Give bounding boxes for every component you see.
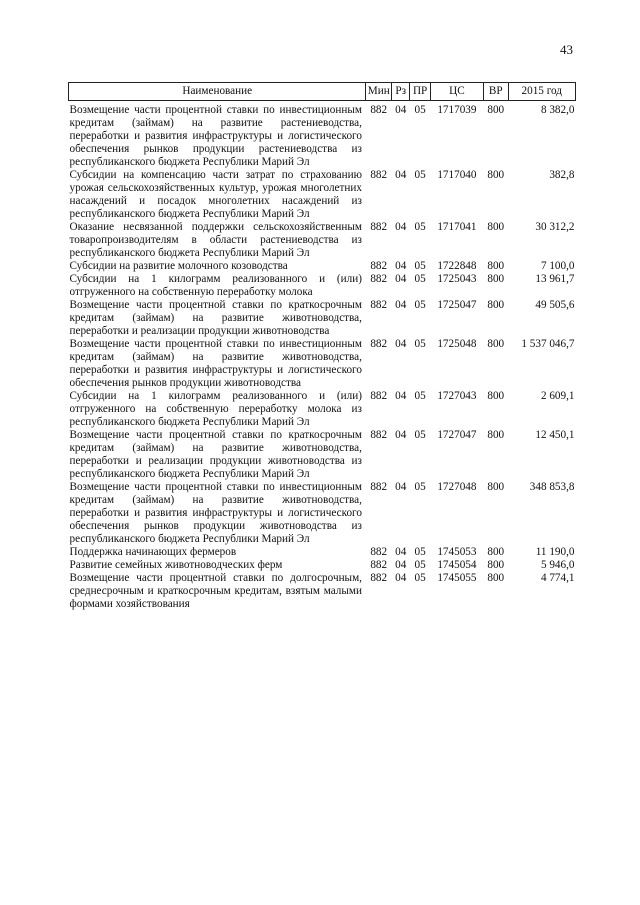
table-row: [69, 221, 576, 260]
cell-amount: 1 537 046,7: [521, 338, 575, 350]
cell-pr: 05: [414, 104, 426, 116]
cell-min: 882: [370, 273, 388, 285]
cell-name: Возмещение части процентной ставки по инвестиционным кредитам (займам) на развитие растениеводства, переработки и развития инфраструктуры и логистического обеспечения рынков продукции растениеводства из республиканского бюджета Республики Марий Эл: [69, 104, 362, 168]
cell-rz: 04: [395, 572, 407, 584]
cell-vr: 800: [487, 546, 505, 558]
cell-name: Возмещение части процентной ставки по краткосрочным кредитам (займам) на развитие животноводства, переработки и реализации продукции животноводства: [69, 299, 362, 337]
cell-amount: 7 100,0: [540, 260, 575, 272]
table-header-row: [69, 83, 576, 101]
cell-vr: 800: [487, 390, 505, 402]
cell-vr: 800: [487, 273, 505, 285]
cell-vr: 800: [487, 221, 505, 233]
cell-min: 882: [370, 260, 388, 272]
cell-cs: 1745053: [437, 546, 477, 558]
cell-rz: 04: [395, 221, 407, 233]
cell-cs: 1727043: [437, 390, 477, 402]
cell-name: Оказание несвязанной поддержки сельскохозяйственным товаропроизводителям в области растениеводства из республиканского бюджета Республики Марий Эл: [69, 221, 362, 259]
cell-vr: 800: [487, 260, 505, 272]
cell-min: 882: [370, 338, 388, 350]
cell-name: Поддержка начинающих фермеров: [69, 546, 237, 558]
table-row: [69, 260, 576, 273]
cell-pr: 05: [414, 572, 426, 584]
cell-rz: 04: [395, 260, 407, 272]
table-body: [69, 101, 576, 612]
cell-min: 882: [370, 481, 388, 493]
cell-name: Субсидии на компенсацию части затрат по страхованию урожая сельскохозяйственных культур, урожая многолетних насаждений и посадок многолетних насаждений из республиканского бюджета Республики Марий Эл: [69, 169, 362, 220]
page-number: 43: [560, 42, 573, 57]
cell-amount: 13 961,7: [535, 273, 575, 285]
cell-cs: 1745055: [437, 572, 477, 584]
cell-rz: 04: [395, 338, 407, 350]
cell-rz: 04: [395, 273, 407, 285]
cell-amount: 11 190,0: [535, 546, 575, 558]
cell-name: Возмещение части процентной ставки по краткосрочным кредитам (займам) на развитие животноводства, переработки и реализации продукции животноводства из республиканского бюджета Республики Марий Эл: [69, 429, 362, 480]
table-row: [69, 101, 576, 170]
cell-name: Субсидии на 1 килограмм реализованного и (или) отгруженного на собственную переработку молока из республиканского бюджета Республики Марий Эл: [69, 390, 362, 428]
cell-vr: 800: [487, 338, 505, 350]
cell-amount: 30 312,2: [535, 221, 575, 233]
cell-pr: 05: [414, 169, 426, 181]
cell-amount: 4 774,1: [540, 572, 575, 584]
cell-name: Субсидии на развитие молочного козоводства: [69, 260, 288, 272]
cell-amount: 8 382,0: [540, 104, 575, 116]
cell-min: 882: [370, 169, 388, 181]
header-pr: ПР: [410, 83, 430, 101]
cell-cs: 1725048: [437, 338, 477, 350]
header-name: Наименование: [69, 83, 366, 101]
cell-name: Возмещение части процентной ставки по долгосрочным, среднесрочным и краткосрочным кредитам, взятым малыми формами хозяйствования: [69, 572, 362, 610]
cell-name: Возмещение части процентной ставки по инвестиционным кредитам (займам) на развитие животноводства, переработки и развития инфраструктуры и логистического обеспечения рынков продукции животноводства из республиканского бюджета Республики Марий Эл: [69, 481, 362, 545]
cell-amount: 49 505,6: [535, 299, 575, 311]
cell-cs: 1727047: [437, 429, 477, 441]
cell-rz: 04: [395, 104, 407, 116]
cell-rz: 04: [395, 169, 407, 181]
table-row: [69, 481, 576, 546]
cell-min: 882: [370, 572, 388, 584]
cell-min: 882: [370, 429, 388, 441]
cell-cs: 1722848: [437, 260, 477, 272]
table-row: [69, 572, 576, 611]
table-row: [69, 169, 576, 221]
cell-min: 882: [370, 299, 388, 311]
table-row: [69, 390, 576, 429]
cell-vr: 800: [487, 299, 505, 311]
cell-cs: 1745054: [437, 559, 477, 571]
cell-pr: 05: [414, 429, 426, 441]
cell-pr: 05: [414, 546, 426, 558]
cell-rz: 04: [395, 299, 407, 311]
budget-table: [68, 82, 576, 611]
cell-name: Субсидии на 1 килограмм реализованного и (или) отгруженного на собственную переработку молока: [69, 273, 362, 298]
cell-pr: 05: [414, 260, 426, 272]
table-row: [69, 273, 576, 299]
header-min: Мин: [366, 83, 392, 101]
cell-pr: 05: [414, 273, 426, 285]
cell-name: Возмещение части процентной ставки по инвестиционным кредитам (займам) на развитие животноводства, переработки и развития инфраструктуры и логистического обеспечения рынков продукции животноводства: [69, 338, 362, 389]
cell-min: 882: [370, 559, 388, 571]
table-row: [69, 559, 576, 572]
cell-rz: 04: [395, 559, 407, 571]
table-row: [69, 429, 576, 481]
cell-amount: 348 853,8: [529, 481, 575, 493]
cell-min: 882: [370, 546, 388, 558]
header-vr: ВР: [483, 83, 508, 101]
cell-amount: 12 450,1: [535, 429, 575, 441]
cell-rz: 04: [395, 390, 407, 402]
cell-amount: 2 609,1: [540, 390, 575, 402]
table-row: [69, 299, 576, 338]
cell-pr: 05: [414, 390, 426, 402]
cell-cs: 1717041: [437, 221, 477, 233]
cell-pr: 05: [414, 481, 426, 493]
cell-min: 882: [370, 221, 388, 233]
cell-vr: 800: [487, 429, 505, 441]
cell-rz: 04: [395, 429, 407, 441]
cell-pr: 05: [414, 221, 426, 233]
cell-cs: 1725047: [437, 299, 477, 311]
cell-amount: 382,8: [549, 169, 575, 181]
cell-pr: 05: [414, 299, 426, 311]
table-row: [69, 546, 576, 559]
cell-rz: 04: [395, 546, 407, 558]
cell-vr: 800: [487, 572, 505, 584]
cell-amount: 5 946,0: [540, 559, 575, 571]
header-amount: 2015 год: [508, 83, 576, 101]
cell-vr: 800: [487, 104, 505, 116]
cell-rz: 04: [395, 481, 407, 493]
cell-min: 882: [370, 104, 388, 116]
cell-cs: 1717040: [437, 169, 477, 181]
table-row: [69, 338, 576, 390]
cell-name: Развитие семейных животноводческих ферм: [69, 559, 283, 571]
cell-cs: 1725043: [437, 273, 477, 285]
cell-cs: 1727048: [437, 481, 477, 493]
header-cs: ЦС: [430, 83, 483, 101]
cell-min: 882: [370, 390, 388, 402]
cell-vr: 800: [487, 481, 505, 493]
cell-cs: 1717039: [437, 104, 477, 116]
cell-vr: 800: [487, 559, 505, 571]
cell-pr: 05: [414, 559, 426, 571]
cell-vr: 800: [487, 169, 505, 181]
cell-pr: 05: [414, 338, 426, 350]
header-rz: Рз: [392, 83, 410, 101]
